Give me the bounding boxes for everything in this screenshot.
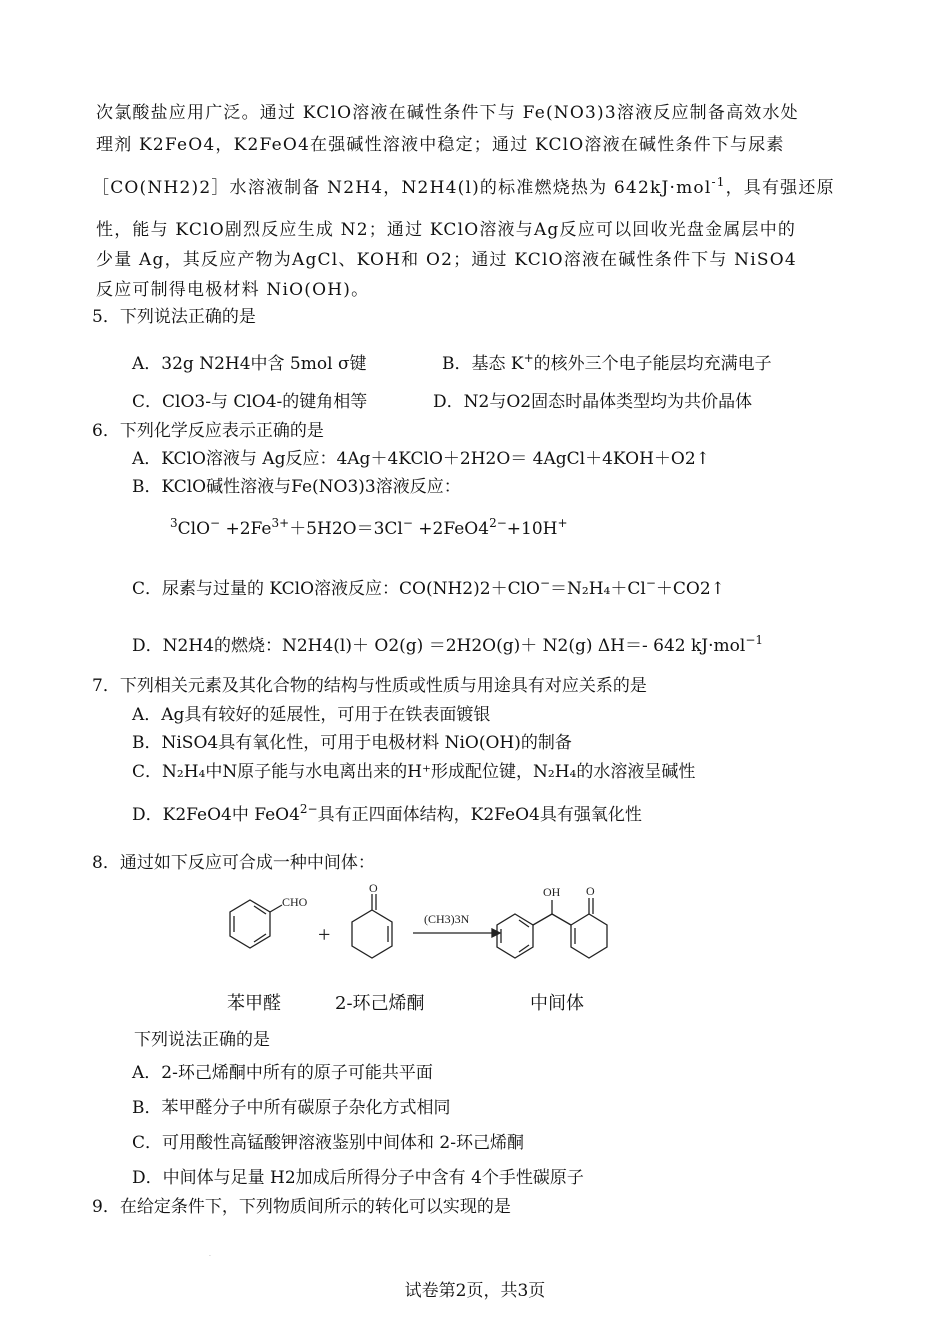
eq-part: +10H bbox=[506, 519, 558, 539]
q6-c-sup: − bbox=[539, 576, 551, 590]
eq-part: ＋5H2O＝3Cl bbox=[289, 519, 403, 539]
intro-line-4: 性，能与 KClO剧烈反应生成 N2；通过 KClO溶液与Ag反应可以回收光盘金属层中的 bbox=[96, 220, 797, 240]
product-ring bbox=[571, 914, 607, 958]
eq-sup: − bbox=[210, 516, 221, 530]
reaction-scheme bbox=[210, 880, 630, 980]
q6-d-sup: −1 bbox=[745, 633, 764, 647]
q7-option-d bbox=[132, 802, 642, 825]
oh-label: OH bbox=[543, 885, 561, 899]
label-intermediate: 中间体 bbox=[530, 993, 584, 1014]
plus-sign: + bbox=[318, 922, 331, 947]
intro-line-2: 理剂 K2FeO4，K2FeO4在强碱性溶液中稳定；通过 KClO溶液在碱性条件下与尿素 bbox=[96, 135, 785, 155]
eq-sup: + bbox=[557, 516, 568, 530]
q7-d-sup: 2− bbox=[299, 802, 318, 816]
q7-option-a: A．Ag具有较好的延展性，可用于在铁表面镀银 bbox=[132, 705, 491, 725]
page-footer: 试卷第2页，共3页 bbox=[404, 1281, 546, 1301]
q7-option-b: B．NiSO4具有氧化性，可用于电极材料 NiO(OH)的制备 bbox=[132, 733, 572, 753]
q9-stem: 9．在给定条件下，下列物质间所示的转化可以实现的是 bbox=[92, 1197, 511, 1217]
q6-c-post: ＝N₂H₄＋Cl bbox=[550, 579, 646, 599]
eq-sup: 3+ bbox=[271, 516, 290, 530]
q8-option-b: B．苯甲醛分子中所有碳原子杂化方式相同 bbox=[132, 1098, 451, 1118]
q6-option-d bbox=[132, 633, 764, 656]
benzene-ring-2 bbox=[497, 914, 533, 958]
cho-label: CHO bbox=[282, 895, 308, 909]
reagent-label: (CH3)3N bbox=[424, 912, 470, 926]
eq-sup: 2− bbox=[489, 516, 507, 530]
q5-option-c: C．ClO3-与 ClO4-的键角相等 bbox=[132, 392, 368, 412]
intro-line-3-tail: ，具有强还原 bbox=[725, 178, 835, 198]
q7-d-post: 具有正四面体结构，K2FeO4具有强氧化性 bbox=[317, 805, 642, 825]
q5-option-b-post: 的核外三个电子能层均充满电子 bbox=[533, 354, 772, 374]
q7-d-pre: D．K2FeO4中 FeO4 bbox=[132, 805, 300, 825]
cyclohexenone-ring bbox=[352, 910, 392, 958]
intro-line-6: 反应可制得电极材料 NiO(OH)。 bbox=[96, 280, 370, 300]
q6-c-pre: C．尿素与过量的 KClO溶液反应：CO(NH2)2＋ClO bbox=[132, 579, 540, 599]
q8-substem: 下列说法正确的是 bbox=[134, 1030, 270, 1050]
q5-stem: 5．下列说法正确的是 bbox=[92, 307, 256, 327]
q6-equation-b bbox=[170, 516, 568, 539]
q6-c-end: ＋CO2↑ bbox=[655, 579, 725, 599]
label-benzaldehyde: 苯甲醛 bbox=[227, 993, 281, 1014]
intro-line-1: 次氯酸盐应用广泛。通过 KClO溶液在碱性条件下与 Fe(NO3)3溶液反应制备高效水处 bbox=[96, 103, 799, 123]
o-label-2: O bbox=[586, 884, 595, 898]
intro-sup: -1 bbox=[711, 175, 726, 189]
q5-option-a: A．32g N2H4中含 5mol σ键 bbox=[132, 354, 367, 374]
eq-coef: 3 bbox=[170, 516, 178, 530]
q6-c-sup2: − bbox=[645, 576, 656, 590]
q8-option-d: D．中间体与足量 H2加成后所得分子中含有 4个手性碳原子 bbox=[132, 1168, 584, 1188]
q6-option-b: B．KClO碱性溶液与Fe(NO3)3溶液反应： bbox=[132, 477, 461, 497]
q6-option-a: A．KClO溶液与 Ag反应：4Ag＋4KClO＋2H2O＝ 4AgCl＋4KOH＋O2↑ bbox=[132, 449, 710, 469]
q5-option-b bbox=[442, 351, 772, 374]
intro-line-5: 少量 Ag，其反应产物为AgCl、KOH和 O2；通过 KClO溶液在碱性条件下与 NiSO4 bbox=[96, 250, 797, 270]
benzene-ring-1 bbox=[230, 900, 270, 948]
q5-option-d: D．N2与O2固态时晶体类型均为共价晶体 bbox=[433, 392, 753, 412]
intro-line-3 bbox=[92, 175, 835, 198]
q7-stem: 7．下列相关元素及其化合物的结构与性质或性质与用途具有对应关系的是 bbox=[92, 676, 647, 696]
label-cyclohexenone: 2-环己烯酮 bbox=[335, 993, 425, 1014]
eq-sup: − bbox=[402, 516, 413, 530]
eq-part: +2Fe bbox=[220, 519, 272, 539]
q8-stem: 8．通过如下反应可合成一种中间体： bbox=[92, 853, 375, 873]
q7-option-c: C．N₂H₄中N原子能与水电离出来的H⁺形成配位键，N₂H₄的水溶液呈碱性 bbox=[132, 762, 696, 782]
q8-option-c: C．可用酸性高锰酸钾溶液鉴别中间体和 2-环己烯酮 bbox=[132, 1133, 524, 1153]
q5-option-b-sup: + bbox=[523, 351, 534, 365]
o-label-1: O bbox=[369, 881, 378, 895]
q6-d-pre: D．N2H4的燃烧：N2H4(l)＋ O2(g) ＝2H2O(g)＋ N2(g) ΔH＝- 642 kJ·mol bbox=[132, 636, 746, 656]
stray-dot: · bbox=[209, 1253, 211, 1260]
q8-option-a: A．2-环己烯酮中所有的原子可能共平面 bbox=[132, 1063, 433, 1083]
q6-option-c bbox=[132, 576, 725, 599]
eq-part: ClO bbox=[177, 519, 211, 539]
intro-line-3-main: ［CO(NH2)2］水溶液制备 N2H4，N2H4(l)的标准燃烧热为 642kJ·mol bbox=[92, 178, 712, 198]
q6-stem: 6．下列化学反应表示正确的是 bbox=[92, 421, 324, 441]
eq-part: +2FeO4 bbox=[412, 519, 490, 539]
q5-option-b-pre: B．基态 K bbox=[442, 354, 524, 374]
